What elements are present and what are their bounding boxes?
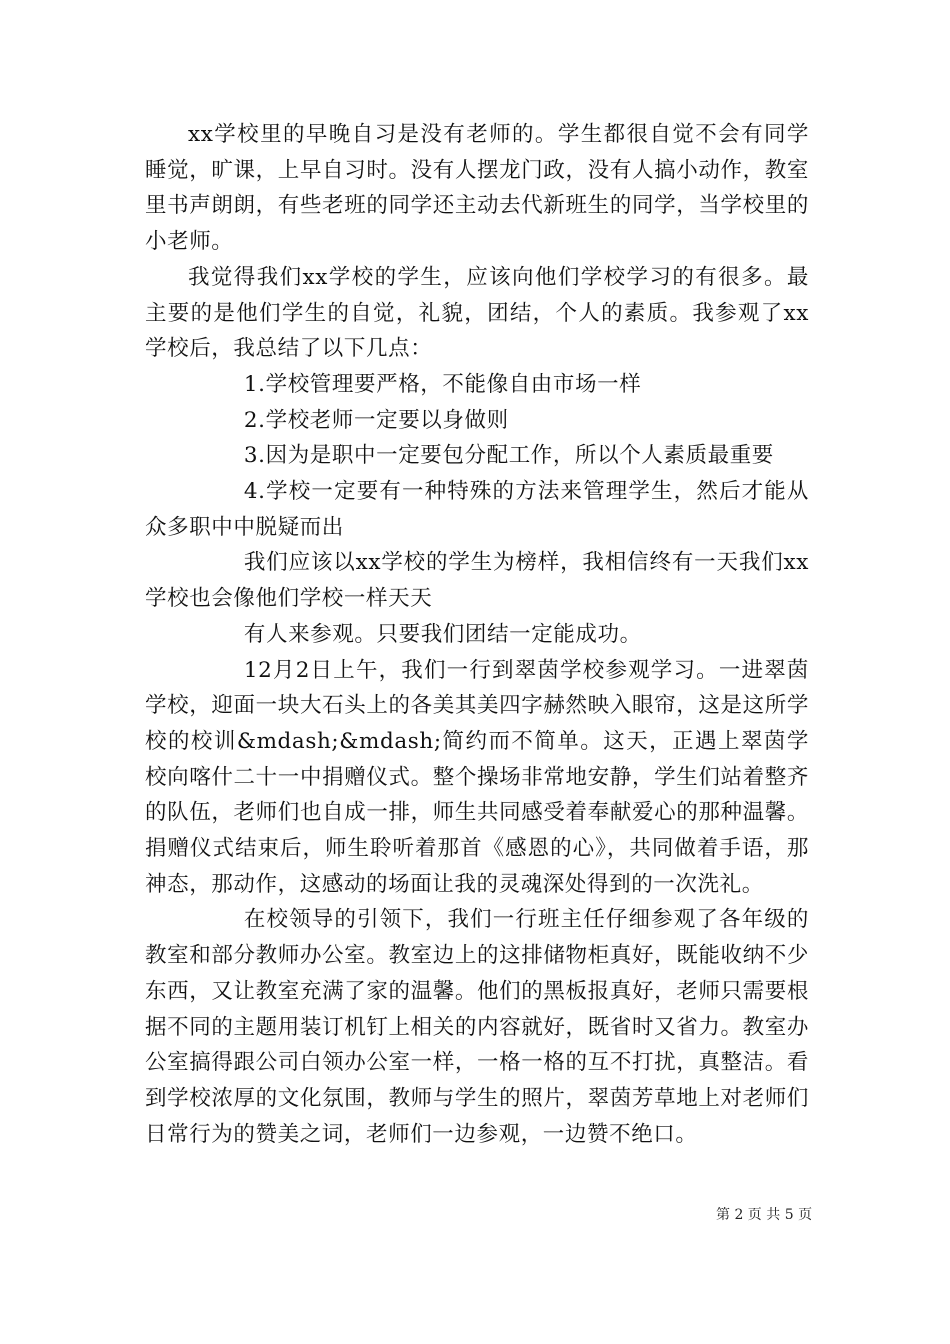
paragraph-role-model: 我们应该以xx学校的学生为榜样，我相信终有一天我们xx学校也会像他们学校一样天天: [145, 550, 809, 612]
paragraph-summary-intro: 我觉得我们xx学校的学生，应该向他们学校学习的有很多。最主要的是他们学生的自觉，礼貌，团结，个人的素质。我参观了xx学校后，我总结了以下几点：: [145, 264, 809, 362]
list-item-3: 3.因为是职中一定要包分配工作，所以个人素质最重要: [243, 443, 774, 469]
paragraph-classroom-tour: 在校领导的引领下，我们一行班主任仔细参观了各年级的教室和部分教师办公室。教室边上的这排储物柜真好，既能收纳不少东西，又让教室充满了家的温馨。他们的黑板报真好，老师只需要根据不同的主题用装订机钉上相关的内容就好，既省时又省力。教室办公室搞得跟公司白领办公室一样，一格一格的互不打扰，真整洁。看到学校浓厚的文化氛围，教师与学生的照片，翠茵芳草地上对老师们日常行为的赞美之词，老师们一边参观，一边赞不绝口。: [145, 907, 809, 1147]
list-item-4: 4.学校一定要有一种特殊的方法来管理学生，然后才能从众多职中中脱疑而出: [145, 479, 809, 540]
list-item-1: 1.学校管理要严格，不能像自由市场一样: [243, 371, 642, 397]
page-number-footer: 第 2 页 共 5 页: [716, 1207, 813, 1223]
paragraph-school-visit: 12月2日上午，我们一行到翠茵学校参观学习。一进翠茵学校，迎面一块大石头上的各美其美四字赫然映入眼帘，这是这所学校的校训&mdash;&mdash;简约而不简单。这天，正遇上翠茵学校向喀什二十一中捐赠仪式。整个操场非常地安静，学生们站着整齐的队伍，老师们也自成一排，师生共同感受着奉献爱心的那种温馨。捐赠仪式结束后，师生聆听着那首《感恩的心》，共同做着手语，那神态，那动作，这感动的场面让我的灵魂深处得到的一次洗礼。: [145, 657, 809, 897]
paragraph-study-hall: xx学校里的早晚自习是没有老师的。学生都很自觉不会有同学睡觉，旷课，上早自习时。没有人摆龙门政，没有人搞小动作，教室里书声朗朗，有些老班的同学还主动去代新班生的同学，当学校里的小老师。: [145, 122, 809, 255]
list-item-2: 2.学校老师一定要以身做则: [243, 407, 509, 433]
paragraph-unity: 有人来参观。只要我们团结一定能成功。: [243, 621, 642, 647]
document-body: [145, 117, 809, 1152]
